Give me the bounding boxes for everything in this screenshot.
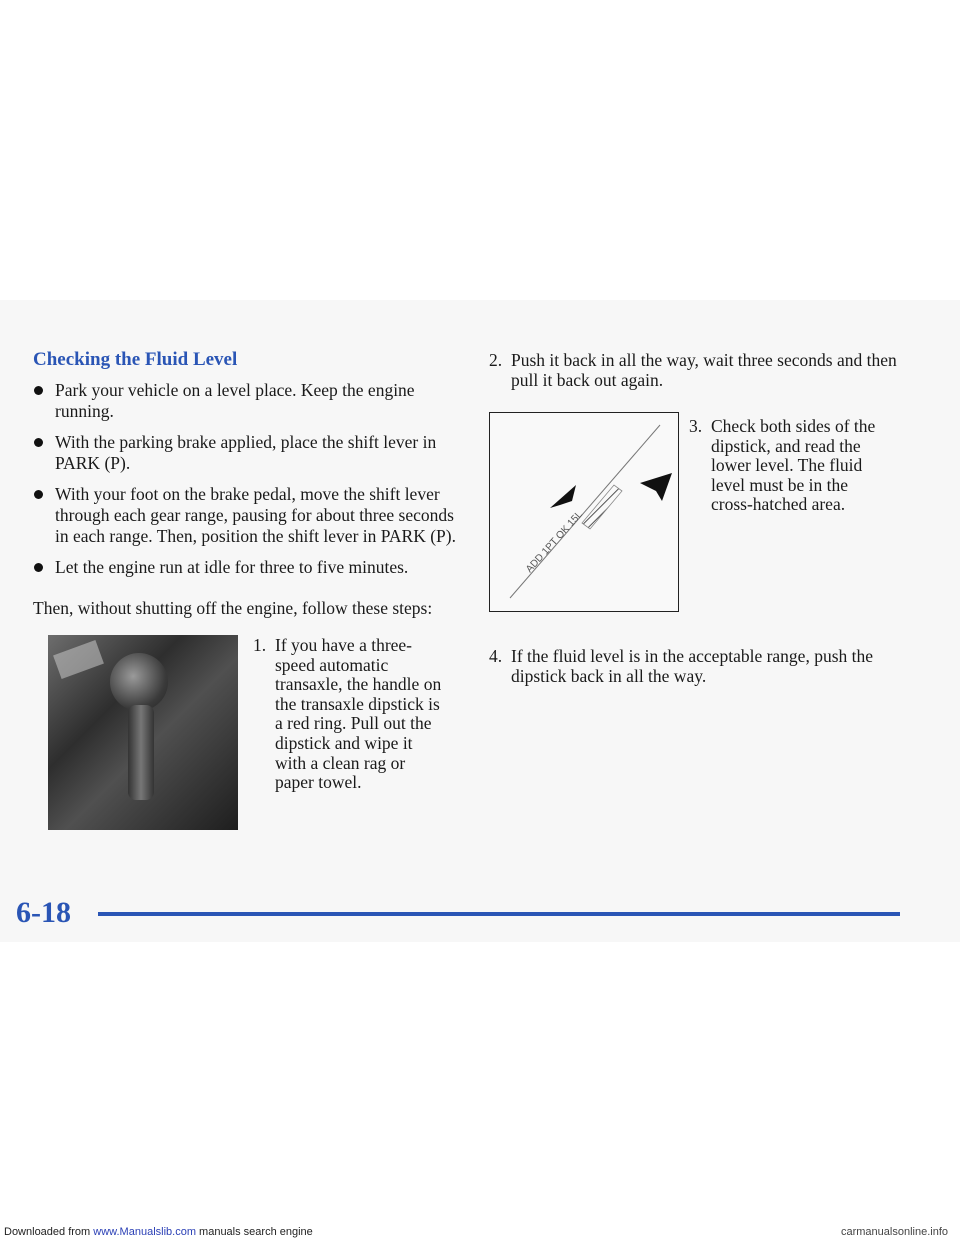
bullet-dot-icon [34,438,43,447]
download-credit: Downloaded from www.Manualslib.com manuals search engine [4,1226,313,1238]
bullet-item: Let the engine run at idle for three to five minutes. [33,557,463,578]
step-2: 2. Push it back in all the way, wait three seconds and then pull it back out again. [489,350,897,390]
bullet-dot-icon [34,490,43,499]
watermark-text: carmanualsonline.info [840,1226,948,1238]
step-1: 1. If you have a three-speed automatic transaxle, the handle on the transaxle dipstick is a red ring. Pull out the dipstick and wipe it with a clean rag or paper towel. [253,635,442,793]
step-4: 4. If the fluid level is in the acceptable range, push the dipstick back in all the way. [489,646,874,686]
footer-rule [98,912,900,916]
prep-bullet-list [33,380,463,588]
dipstick-ring [110,653,168,711]
manualslib-link[interactable]: www.Manualslib.com [93,1226,196,1238]
bullet-item: With the parking brake applied, place the shift lever in PARK (P). [33,432,463,474]
bullet-item: Park your vehicle on a level place. Keep the engine running. [33,380,463,422]
right-arrow-icon [640,473,672,501]
bullet-item: With your foot on the brake pedal, move the shift lever through each gear range, pausing for about three seconds in each range. Then, position the shift lever in PARK (P). [33,484,463,547]
page-number: 6-18 [16,896,71,929]
left-arrow-icon [550,485,576,508]
dipstick-photo [48,635,238,830]
bullet-dot-icon [34,563,43,572]
steps-intro: Then, without shutting off the engine, follow these steps: [33,598,433,618]
dipstick-diagram [489,412,679,612]
section-heading: Checking the Fluid Level [33,349,238,370]
bullet-dot-icon [34,386,43,395]
step-3: 3. Check both sides of the dipstick, and read the lower level. The fluid level must be in the cross-hatched area. [689,416,876,515]
dipstick-marking: ADD 1PT OK 15L [524,509,585,576]
dipstick-diagram-svg [490,413,678,611]
